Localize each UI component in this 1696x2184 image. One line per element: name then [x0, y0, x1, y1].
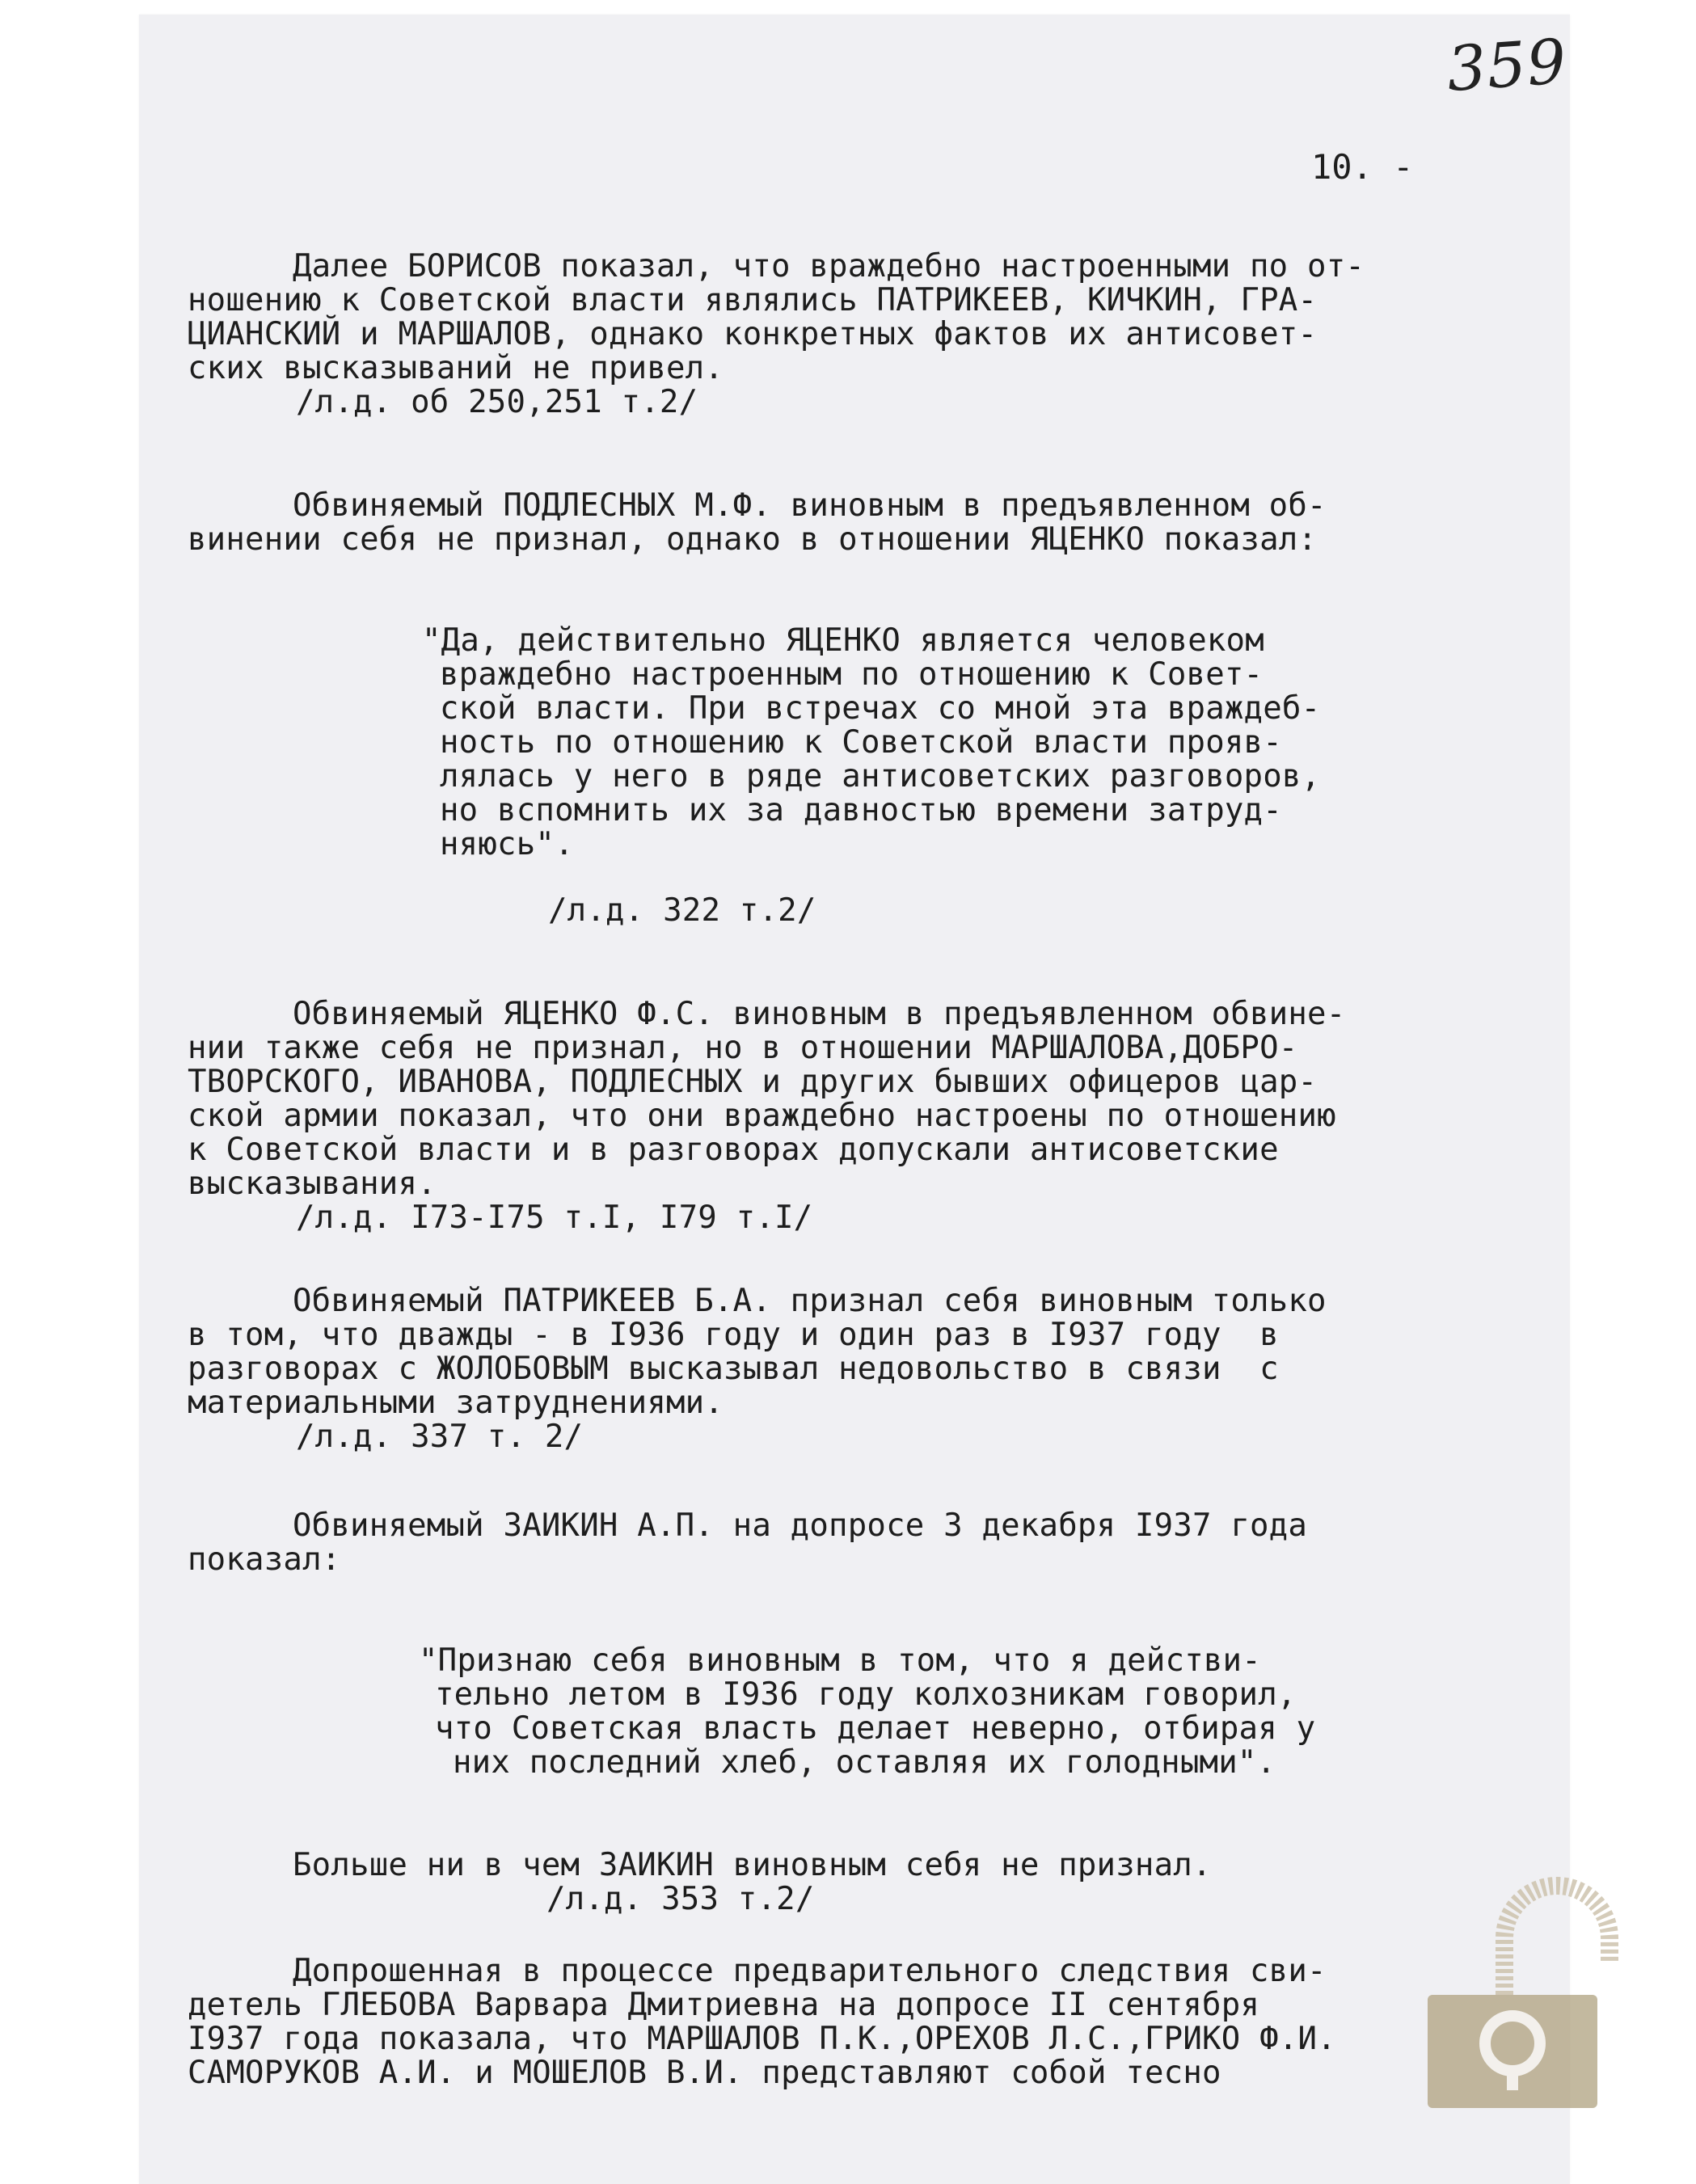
text-line: в том, что дважды - в I936 году и один раз в I937 году в	[188, 1317, 1279, 1353]
text-line: высказывания.	[188, 1166, 437, 1202]
case-reference: /л.д. 353 т.2/	[546, 1881, 815, 1917]
quote-line: ской власти. При встречах со мной эта враждеб-	[440, 690, 1321, 727]
case-reference: /л.д. 337 т. 2/	[296, 1419, 584, 1455]
text-line: Допрошенная в процессе предварительного следствия сви-	[293, 1953, 1327, 1989]
text-line: Обвиняемый ЗАИКИН А.П. на допросе 3 декабря I937 года	[293, 1507, 1308, 1544]
text-line: разговорах с ЖОЛОБОВЫМ высказывал недовольство в связи с	[188, 1351, 1279, 1387]
text-line: материальными затруднениями.	[188, 1385, 724, 1421]
quote-line: лялась у него в ряде антисоветских разговоров,	[440, 758, 1321, 795]
text-line: показал:	[188, 1541, 341, 1578]
quote-line: ность по отношению к Советской власти прояв-	[440, 724, 1282, 761]
case-reference: /л.д. об 250,251 т.2/	[296, 384, 698, 420]
text-line: ТВОРСКОГО, ИВАНОВА, ПОДЛЕСНЫХ и других бывших офицеров цар-	[188, 1064, 1318, 1100]
text-line: Обвиняемый ЯЦЕНКО Ф.С. виновным в предъявленном обвине-	[293, 996, 1346, 1032]
quote-line: "Да, действительно ЯЦЕНКО является человеком	[422, 622, 1264, 659]
text-line: нии также себя не признал, но в отношении МАРШАЛОВА,ДОБРО-	[188, 1030, 1298, 1066]
lock-icon	[1411, 1874, 1646, 2116]
case-reference: /л.д. 322 т.2/	[548, 892, 816, 929]
case-reference: /л.д. I73-I75 т.I, I79 т.I/	[296, 1200, 813, 1236]
text-line: Обвиняемый ПАТРИКЕЕВ Б.А. признал себя виновным только	[293, 1283, 1327, 1319]
text-line: Далее БОРИСОВ показал, что враждебно настроенными по от-	[293, 248, 1365, 285]
quote-line: враждебно настроенным по отношению к Совет-	[440, 656, 1264, 693]
text-line: ских высказываний не привел.	[188, 350, 724, 386]
text-line: Больше ни в чем ЗАИКИН виновным себя не признал.	[293, 1847, 1212, 1883]
quote-line: няюсь".	[440, 826, 574, 862]
quote-line: "Признаю себя виновным в том, что я действи-	[419, 1642, 1261, 1679]
quote-line: тельно летом в I936 году колхозникам говорил,	[435, 1676, 1297, 1713]
quote-line: но вспомнить их за давностью времени затруд-	[440, 792, 1282, 828]
quote-line: них последний хлеб, оставляя их голодными".	[453, 1744, 1276, 1781]
page-number: 10. -	[1311, 147, 1414, 187]
quote-line: что Советская власть делает неверно, отбирая у	[435, 1710, 1316, 1747]
text-line: САМОРУКОВ А.И. и МОШЕЛОВ В.И. представляют собой тесно	[188, 2055, 1221, 2091]
text-line: I937 года показала, что МАРШАЛОВ П.К.,ОРЕХОВ Л.С.,ГРИКО Ф.И.	[188, 2021, 1336, 2057]
text-line: ношению к Советской власти являлись ПАТРИКЕЕВ, КИЧКИН, ГРА-	[188, 282, 1318, 318]
text-line: ской армии показал, что они враждебно настроены по отношению	[188, 1098, 1336, 1134]
text-line: Обвиняемый ПОДЛЕСНЫХ М.Ф. виновным в предъявленном об-	[293, 487, 1327, 524]
text-line: ЦИАНСКИЙ и МАРШАЛОВ, однако конкретных фактов их антисовет-	[188, 316, 1318, 352]
text-line: к Советской власти и в разговорах допускали антисоветские	[188, 1132, 1279, 1168]
archive-page-mark: 359	[1445, 24, 1569, 106]
text-line: детель ГЛЕБОВА Варвара Дмитриевна на допросе II сентября	[188, 1987, 1260, 2023]
text-line: винении себя не признал, однако в отношении ЯЦЕНКО показал:	[188, 521, 1318, 558]
